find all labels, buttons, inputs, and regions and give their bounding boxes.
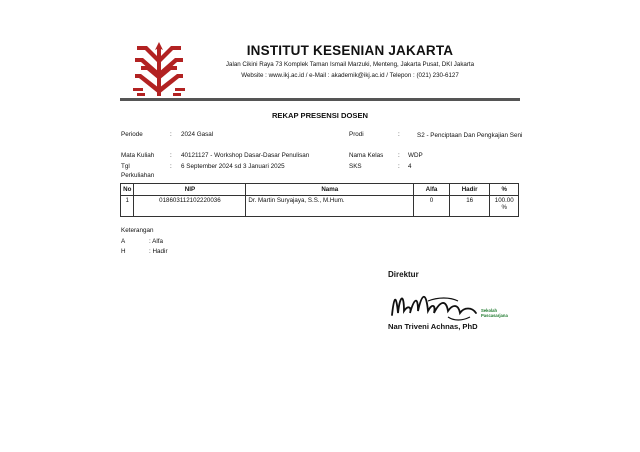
table-header-row <box>121 184 519 196</box>
kelas-value: WDP <box>408 152 423 159</box>
col-header-nip: NIP <box>134 184 246 196</box>
cell-alfa: 0 <box>414 196 450 217</box>
stamp-text <box>481 308 508 318</box>
stamp-line-1: Sekolah <box>481 308 498 313</box>
col-header-no: No <box>121 184 134 196</box>
tgl-label-2: Perkuliahan <box>121 172 155 179</box>
tgl-colon: : <box>170 163 172 170</box>
periode-value: 2024 Gasal <box>181 131 214 138</box>
cell-nip: 018603112102220036 <box>134 196 246 217</box>
col-header-nama: Nama <box>246 184 414 196</box>
prodi-colon: : <box>398 131 400 138</box>
tgl-label: Tgl <box>121 163 130 170</box>
director-name: Nan Triveni Achnas, PhD <box>388 322 478 331</box>
cell-persen: 100.00 % <box>490 196 519 217</box>
periode-label: Periode <box>121 131 143 138</box>
matkul-value: 40121127 - Workshop Dasar-Dasar Penulisan <box>181 152 310 159</box>
periode-colon: : <box>170 131 172 138</box>
kelas-label: Nama Kelas <box>349 152 384 159</box>
col-header-hadir: Hadir <box>449 184 490 196</box>
cell-nama: Dr. Martin Suryajaya, S.S., M.Hum. <box>246 196 414 217</box>
keterangan-title: Keterangan <box>121 227 154 234</box>
institution-address: Jalan Cikini Raya 73 Komplek Taman Ismail Marzuki, Menteng, Jakarta Pusat, DKI Jakarta <box>225 61 475 68</box>
tgl-value: 6 September 2024 sd 3 Januari 2025 <box>181 163 285 170</box>
stamp-line-2: Pascasarjana <box>481 313 508 318</box>
keterangan-code-h: H <box>121 248 126 255</box>
header-divider <box>120 98 520 101</box>
prodi-value: S2 - Penciptaan Dan Pengkajian Seni <box>417 132 523 139</box>
prodi-label: Prodi <box>349 131 364 138</box>
col-header-alfa: Alfa <box>414 184 450 196</box>
sks-colon: : <box>398 163 400 170</box>
table-row <box>121 196 519 217</box>
col-header-persen: % <box>490 184 519 196</box>
ikj-logo <box>133 40 185 98</box>
institution-contact: Website : www.ikj.ac.id / e-Mail : akademik@ikj.ac.id / Telepon : (021) 230-6127 <box>241 72 459 79</box>
keterangan-desc-a: : Alfa <box>149 238 164 245</box>
sks-value: 4 <box>408 163 412 170</box>
sks-label: SKS <box>349 163 362 170</box>
cell-no: 1 <box>121 196 134 217</box>
kelas-colon: : <box>398 152 400 159</box>
keterangan-desc-h: : Hadir <box>149 248 168 255</box>
matkul-label: Mata Kuliah <box>121 152 155 159</box>
institution-name: INSTITUT KESENIAN JAKARTA <box>246 43 454 58</box>
matkul-colon: : <box>170 152 172 159</box>
director-role: Direktur <box>388 270 419 279</box>
document-title: REKAP PRESENSI DOSEN <box>271 111 369 120</box>
cell-hadir: 16 <box>449 196 490 217</box>
keterangan-code-a: A <box>121 238 126 245</box>
presensi-table <box>120 183 519 217</box>
